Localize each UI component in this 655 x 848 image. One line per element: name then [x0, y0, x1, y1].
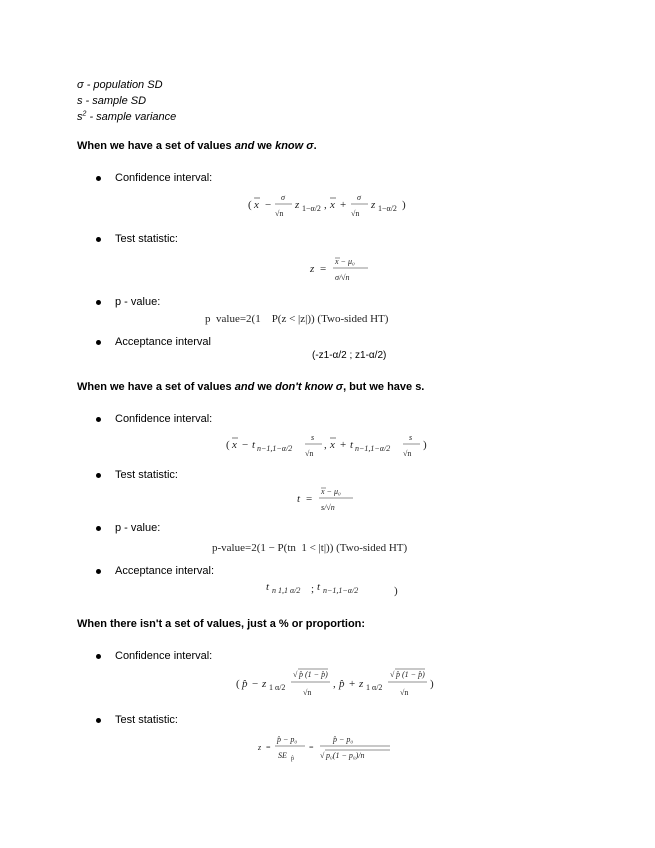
svg-text:p̂ − p₀: p̂ − p₀ [277, 735, 298, 744]
svg-text:): ) [402, 199, 406, 211]
svg-text:x − μ₀: x − μ₀ [321, 487, 341, 496]
svg-text:t: t [252, 439, 256, 451]
svg-text:p̂: p̂ [291, 756, 294, 762]
bullet-label: Test statistic: [115, 714, 178, 726]
svg-text:√: √ [293, 670, 298, 679]
svg-text:(: ( [236, 678, 240, 690]
svg-text:t: t [317, 581, 321, 593]
bullet-label: Confidence interval: [115, 172, 213, 184]
bullet-label: p - value: [115, 522, 161, 534]
svg-text:z: z [258, 743, 262, 752]
svg-text:z: z [359, 678, 364, 690]
formula-acceptance-t [266, 578, 406, 600]
bullet-label: Test statistic: [115, 469, 178, 481]
svg-text:+: + [340, 199, 347, 211]
svg-text:,: , [324, 439, 327, 451]
svg-text:p̂ (1 − p̂): p̂ (1 − p̂) [396, 670, 425, 679]
svg-text:σ: σ [357, 193, 361, 202]
svg-text:z: z [262, 678, 267, 690]
bullet-dot [96, 569, 101, 574]
bullet-dot [96, 473, 101, 478]
bullet-dot [96, 300, 101, 305]
bullet-label: Test statistic: [115, 233, 178, 245]
bullet-label: Acceptance interval: [115, 565, 215, 577]
bullet-dot [96, 718, 101, 723]
bullet-label: Confidence interval: [115, 413, 213, 425]
bullet-dot [96, 526, 101, 531]
svg-text:p̂ − p₀: p̂ − p₀ [333, 735, 354, 744]
svg-text:z: z [371, 199, 376, 211]
svg-text:=: = [320, 263, 327, 275]
svg-text:√n: √n [275, 209, 284, 218]
bullet-dot [96, 654, 101, 659]
def-s: s - sample SD [77, 95, 147, 107]
svg-text:−: − [252, 678, 259, 690]
svg-text:1 α/2: 1 α/2 [366, 683, 383, 692]
svg-text:n−1,1−α/2: n−1,1−α/2 [257, 444, 293, 453]
svg-text:x − μ₀: x − μ₀ [335, 257, 355, 266]
svg-text:,: , [324, 199, 327, 211]
svg-text:,: , [333, 678, 336, 690]
svg-text:s: s [409, 433, 413, 442]
svg-text:√n: √n [403, 449, 412, 458]
svg-text:=: = [266, 743, 271, 752]
formula-ci-known-sigma [248, 188, 418, 222]
bullet-label: p - value: [115, 296, 161, 308]
svg-text:z: z [295, 199, 300, 211]
svg-text:s: s [311, 433, 315, 442]
svg-text:=: = [309, 743, 314, 752]
svg-text:√n: √n [351, 209, 360, 218]
svg-text:x: x [254, 199, 259, 211]
svg-text:√: √ [390, 670, 395, 679]
def-sigma: σ - population SD [77, 79, 163, 91]
section-1-heading: When we have a set of values and we know σ. [77, 140, 317, 152]
formula-z-statistic [310, 252, 380, 286]
formula-pvalue-t: p-value=2(1 − P(tn 1 < |t|)) (Two-sided HT) [212, 542, 408, 554]
svg-text:−: − [265, 199, 272, 211]
definitions-block [77, 77, 176, 125]
formula-pvalue-z: p value=2(1 P(z < |z|)) (Two-sided HT) [205, 313, 389, 325]
formula-ci-proportion [236, 665, 466, 703]
def-s2: $s^2$ - sample variance [77, 110, 177, 123]
svg-text:(: ( [248, 199, 252, 211]
section-3-heading: When there isn't a set of values, just a % or proportion: [77, 618, 366, 630]
svg-text:(: ( [226, 439, 230, 451]
svg-text:+: + [340, 439, 347, 451]
svg-text:1−α/2: 1−α/2 [302, 204, 321, 213]
bullet-dot [96, 340, 101, 345]
svg-text:√n: √n [303, 688, 312, 697]
svg-text:√n: √n [305, 449, 314, 458]
formula-ci-t [226, 428, 436, 462]
svg-text:): ) [430, 678, 434, 690]
svg-text:+: + [349, 678, 356, 690]
svg-text:t: t [266, 581, 270, 593]
svg-text:p̂ (1 − p̂): p̂ (1 − p̂) [299, 670, 328, 679]
bullet-label: Confidence interval: [115, 650, 213, 662]
svg-text:x: x [330, 199, 335, 211]
formula-acceptance-z: (-z1-α/2 ; z1-α/2) [312, 350, 387, 361]
bullet-label: Acceptance interval [115, 336, 211, 348]
bullet-dot [96, 417, 101, 422]
svg-text:−: − [242, 439, 249, 451]
section-2-heading: When we have a set of values and we don't know σ, but we have s. [77, 381, 425, 393]
bullet-dot [96, 176, 101, 181]
svg-text:1 α/2: 1 α/2 [269, 683, 286, 692]
svg-text:√n: √n [400, 688, 409, 697]
svg-text:x: x [330, 439, 335, 451]
svg-text:n−1,1−α/2: n−1,1−α/2 [355, 444, 391, 453]
svg-text:): ) [423, 439, 427, 451]
svg-text:t: t [350, 439, 354, 451]
bullet-dot [96, 237, 101, 242]
svg-text:√: √ [320, 751, 325, 760]
svg-text:t: t [297, 493, 301, 505]
svg-text:p̂: p̂ [339, 678, 345, 690]
svg-text:σ: σ [281, 193, 285, 202]
svg-text:z: z [310, 263, 315, 275]
svg-text:): ) [394, 585, 398, 597]
svg-text:p₀(1 − p₀)/n: p₀(1 − p₀)/n [326, 751, 365, 760]
svg-text:;: ; [311, 583, 315, 595]
svg-text:n−1,1−α/2: n−1,1−α/2 [323, 586, 359, 595]
svg-text:=: = [306, 493, 313, 505]
svg-text:1−α/2: 1−α/2 [378, 204, 397, 213]
svg-text:SE: SE [278, 751, 287, 760]
formula-t-statistic [297, 482, 367, 516]
formula-z-proportion [258, 730, 408, 764]
svg-text:s/√n: s/√n [321, 503, 335, 512]
svg-text:x: x [232, 439, 237, 451]
svg-text:p̂: p̂ [242, 678, 248, 690]
svg-text:n 1,1 α/2: n 1,1 α/2 [272, 586, 301, 595]
svg-text:σ/√n: σ/√n [335, 273, 350, 282]
